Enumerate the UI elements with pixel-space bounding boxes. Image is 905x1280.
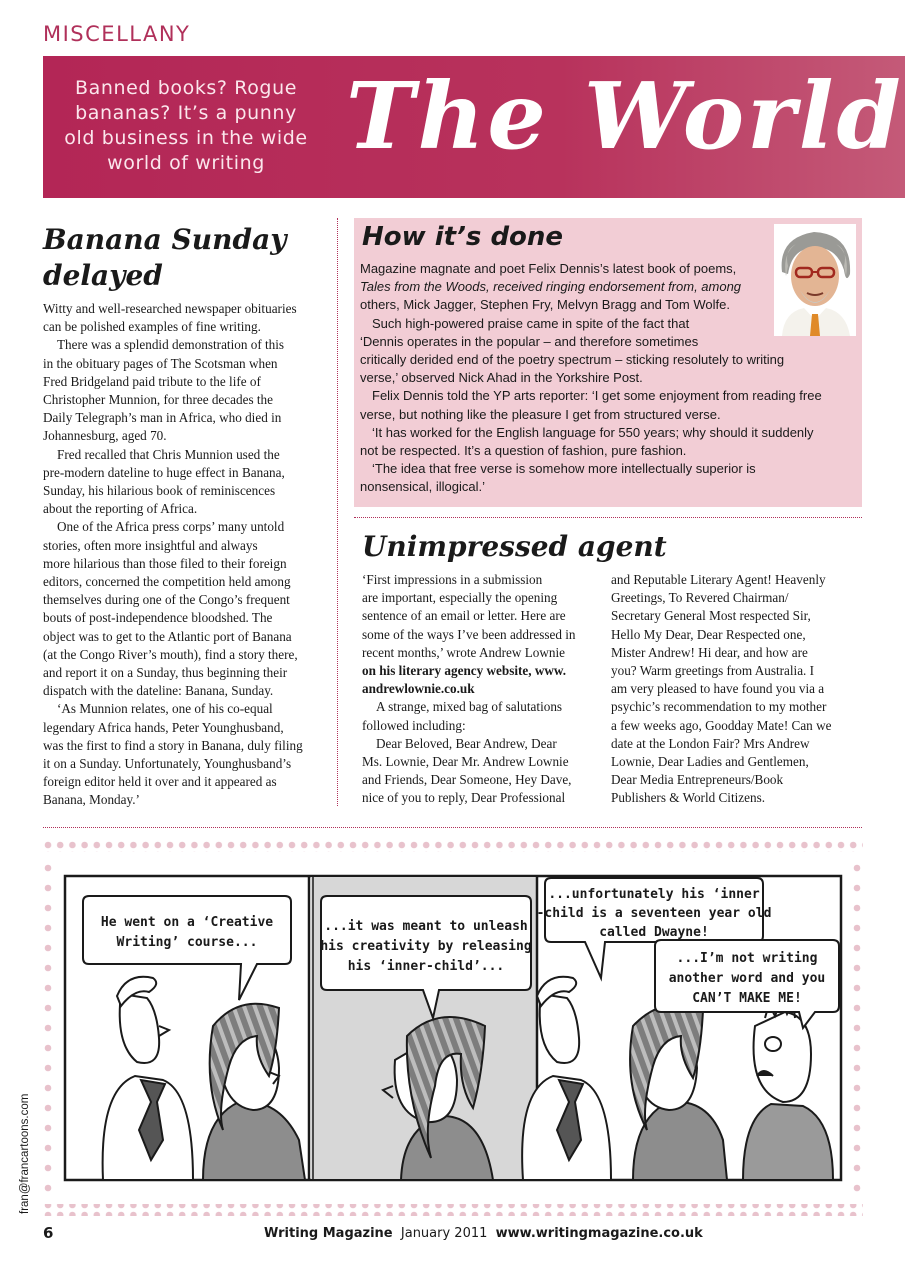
bubble-4-line-3: CAN’T MAKE ME! bbox=[692, 991, 802, 1006]
cartoon-divider bbox=[43, 827, 862, 828]
paragraph: ‘As Munnion relates, one of his co-equal legendary Africa hands, Peter Younghusband, was the first to find a story in Banana, duly filing it on a Sunday. Unfortunately, Younghusband’s foreign editor held it over and it appeared as Banana, Monday.’ bbox=[43, 701, 303, 808]
bubble-2-line-1: ...it was meant to unleash bbox=[324, 919, 528, 934]
bubble-4-line-1: ...I’m not writing bbox=[676, 951, 818, 966]
box-heading: How it’s done bbox=[362, 222, 564, 252]
paragraph: Felix Dennis told the YP arts reporter: ‘I get some enjoyment from reading free verse, but nothing like the pleasure I get from structured verse. bbox=[360, 388, 822, 422]
paragraph: One of the Africa press corps’ many untold stories, often more insightful and always more hilarious than those filed to their foreign editors, concerned the competition held among themselves during one of the Congo’s frequent bouts of post-independence bloodshed. The object was to get to the Atlantic port of Banana (at the Congo River’s mouth), find a story there, and report it on a Sunday, thus beginning their dispatch with the dateline: Banana, Sunday. bbox=[43, 519, 298, 699]
dot-border-bottom bbox=[43, 1204, 863, 1216]
article-heading: Banana Sunday delayed bbox=[43, 223, 287, 292]
cartoon-credit bbox=[17, 1074, 31, 1214]
paragraph: A strange, mixed bag of salutations followed including: bbox=[362, 699, 563, 733]
bubble-3-line-1: ...unfortunately his ‘inner bbox=[548, 887, 760, 902]
agent-column-2 bbox=[611, 571, 851, 808]
paragraph: and Reputable Literary Agent! Heavenly Greetings, To Revered Chairman/ Secretary General Most respected Sir, Hello My Dear, Dear Respected one, Mister Andrew! Hi dear, and how are you? Warm greetings from Australia. I am very pleased to have found you via a psychic’s recommendation to my mother a few weeks ago, Goodday Mate! Can we date at the London Fair? Mrs Andrew Lownie, Dear Ladies and Gentlemen, Dear Media Entrepreneurs/Book Publishers & World Citizens. bbox=[611, 572, 832, 806]
bubble-3-line-3: called Dwayne! bbox=[599, 925, 709, 940]
dot-border-top bbox=[43, 840, 863, 852]
paragraph: Witty and well-researched newspaper obituaries can be polished examples of fine writing. bbox=[43, 301, 297, 335]
bubble-2-line-3: his ‘inner-child’... bbox=[347, 959, 505, 974]
credit-text: fran@francartoons.com bbox=[19, 1093, 31, 1214]
box-body bbox=[360, 260, 862, 497]
footer-line bbox=[264, 1226, 703, 1241]
paragraph: Such high-powered praise came in spite of the fact that ‘Dennis operates in the popular – and therefore sometimes critically derided end of the poetry spectrum – sticking resolutely to writing verse,’ observed Nick Ahad in the Yorkshire Post. bbox=[360, 315, 785, 386]
agent-heading: Unimpressed agent bbox=[362, 530, 667, 563]
footer-issue: January 2011 bbox=[400, 1226, 488, 1241]
paragraph: Dear Beloved, Bear Andrew, Dear Ms. Lownie, Dear Mr. Andrew Lownie and Friends, Dear Someone, Hey Dave, nice of you to reply, Dear Professional bbox=[362, 735, 572, 806]
article-body bbox=[43, 300, 325, 810]
article-banana-sunday bbox=[43, 222, 325, 810]
paragraph: ‘It has worked for the English language for 550 years; why should it suddenly not be respected. It’s a question of fashion, pure fashion. bbox=[360, 424, 814, 459]
bubble-1-line-1: He went on a ‘Creative bbox=[100, 915, 274, 930]
box-divider bbox=[354, 517, 862, 518]
bubble-2-line-2: his creativity by releasing bbox=[320, 939, 532, 954]
title-banner bbox=[43, 56, 905, 198]
bubble-4-line-2: another word and you bbox=[668, 971, 826, 986]
bubble-3-line-2: -child is a seventeen year old bbox=[536, 906, 772, 921]
paragraph: There was a splendid demonstration of this in the obituary pages of The Scotsman when Fred Bridgeland paid tribute to the life of Christopher Munnion, for three decades the Daily Telegraph’s man in Africa, who died in Johannesburg, aged 70. bbox=[43, 337, 285, 444]
paragraph: ‘First impressions in a submission are important, especially the opening sentence of an email or letter. Here are some of the ways I’ve been addressed in recent months,’ wrote Andrew Lownie on his literary agency website, www. andrewlownie.co.uk bbox=[362, 572, 576, 697]
paragraph: ‘The idea that free verse is somehow more intellectually superior is nonsensical, illogical.’ bbox=[360, 461, 756, 495]
paragraph: Magazine magnate and poet Felix Dennis’s latest book of poems, Tales from the Woods, received ringing endorsement from, among others, Mick Jagger, Stephen Fry, Melvyn Bragg and Tom Wolfe. bbox=[360, 261, 742, 313]
section-label: MISCELLANY bbox=[43, 22, 191, 46]
paragraph: Fred recalled that Chris Munnion used the pre-modern dateline to huge effect in Banana, Sunday, his hilarious book of reminiscences about the reporting of Africa. bbox=[43, 446, 285, 517]
footer-magazine: Writing Magazine bbox=[264, 1226, 393, 1241]
how-its-done-box bbox=[354, 218, 862, 507]
banner-subtitle: Banned books? Rogue bananas? It’s a punny old business in the wide world of writing bbox=[64, 77, 308, 174]
agent-column-1 bbox=[362, 571, 598, 808]
cartoon-illustration bbox=[43, 840, 863, 1218]
column-divider bbox=[337, 218, 338, 806]
banner-title: The World bbox=[346, 62, 904, 170]
cartoon-strip bbox=[43, 840, 863, 1218]
page-number: 6 bbox=[43, 1224, 54, 1242]
bubble-1-line-2: Writing’ course... bbox=[116, 935, 258, 950]
footer-url: www.writingmagazine.co.uk bbox=[495, 1226, 703, 1241]
